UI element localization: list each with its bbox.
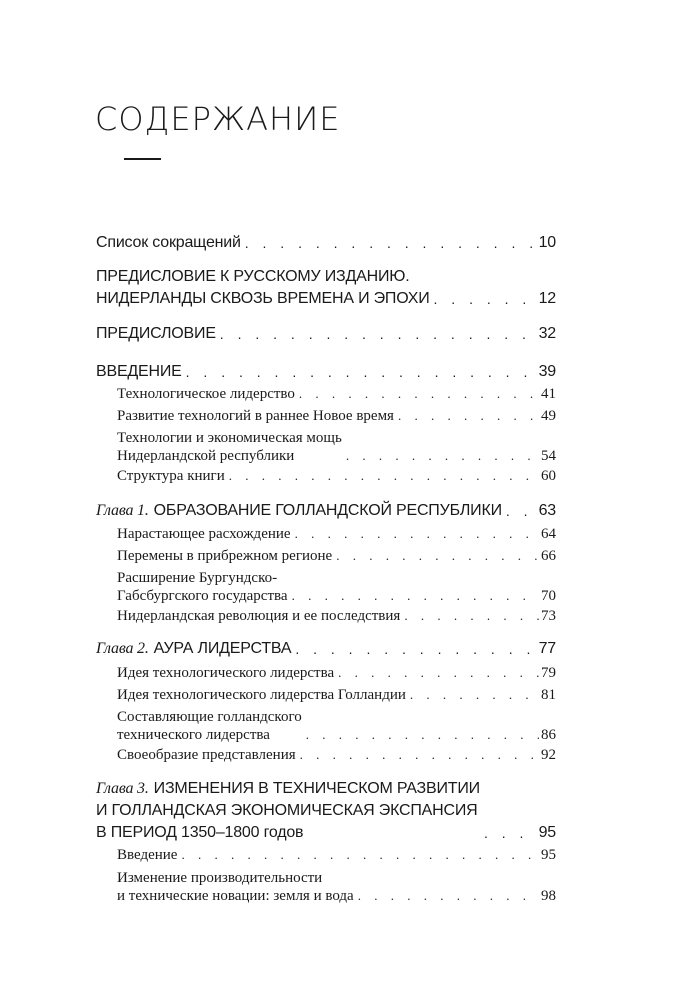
page-number: 73	[541, 608, 556, 624]
toc-entry-text: Перемены в прибрежном регионе	[117, 548, 333, 564]
dot-leader	[398, 407, 539, 425]
toc-entry-line	[96, 778, 480, 800]
toc-entry-text	[96, 266, 430, 310]
chapter-prefix: Глава 2.	[96, 640, 149, 657]
toc-entry-text: ПРЕДИСЛОВИЕ	[96, 325, 216, 342]
toc-subentry[interactable]	[117, 664, 556, 682]
dot-leader	[336, 547, 539, 565]
toc-entry-line: Составляющие голландского	[117, 709, 302, 725]
toc-subentry[interactable]	[117, 869, 556, 905]
toc-entry-abbreviations[interactable]	[96, 232, 556, 254]
toc-subentry[interactable]	[117, 407, 556, 425]
toc-subentry[interactable]	[117, 607, 556, 625]
dot-leader	[186, 361, 537, 383]
title-underline	[124, 158, 161, 160]
toc-subentry[interactable]	[117, 686, 556, 704]
page-number: 98	[541, 888, 556, 904]
dot-leader	[229, 467, 539, 485]
toc-entry-line: НИДЕРЛАНДЫ СКВОЗЬ ВРЕМЕНА И ЭПОХИ	[96, 290, 430, 307]
page-number: 10	[538, 234, 556, 251]
dot-leader	[181, 846, 539, 864]
page-number: 63	[538, 502, 556, 519]
toc-entry-text	[117, 569, 288, 605]
toc-subentry[interactable]	[117, 467, 556, 485]
page-number: 66	[541, 548, 556, 564]
toc-entry-text: Своеобразие представления	[117, 747, 296, 763]
toc-entry-text: Введение	[117, 847, 178, 863]
chapter-prefix: Глава 3.	[96, 780, 149, 797]
dot-leader	[292, 587, 539, 605]
toc-entry-text: Технологическое лидерство	[117, 386, 295, 402]
dot-leader	[346, 447, 539, 465]
toc-entry-text	[117, 708, 302, 744]
toc-entry-chapter-2[interactable]	[96, 638, 556, 660]
toc-entry-text	[96, 500, 502, 522]
toc-entry-text: Развитие технологий в раннее Новое время	[117, 408, 394, 424]
dot-leader	[220, 323, 537, 345]
page-number: 49	[541, 408, 556, 424]
dot-leader	[358, 887, 539, 905]
dot-leader	[506, 500, 537, 522]
toc-entry-line: Габсбургского государства	[117, 588, 288, 604]
toc-entry-chapter-3[interactable]	[96, 778, 556, 844]
page-number: 81	[541, 687, 556, 703]
dot-leader	[404, 607, 539, 625]
chapter-title: ОБРАЗОВАНИЕ ГОЛЛАНДСКОЙ РЕСПУБЛИКИ	[153, 502, 502, 519]
dot-leader	[295, 638, 536, 660]
page-number: 64	[541, 526, 556, 542]
toc-subentry[interactable]	[117, 525, 556, 543]
toc-subentry[interactable]	[117, 429, 556, 465]
toc-entry-text: Нидерландская революция и ее последствия	[117, 608, 401, 624]
page-number: 12	[538, 290, 556, 307]
page-number: 79	[541, 665, 556, 681]
toc-entry-line: Изменение производительности	[117, 870, 323, 886]
chapter-title: АУРА ЛИДЕРСТВА	[153, 640, 292, 657]
dot-leader	[410, 686, 539, 704]
page-number: 41	[541, 386, 556, 402]
toc-entry-line: В ПЕРИОД 1350–1800 годов	[96, 824, 304, 841]
page-number: 70	[541, 588, 556, 604]
dot-leader	[434, 288, 537, 310]
toc-entry-text	[117, 869, 354, 905]
chapter-title: ИЗМЕНЕНИЯ В ТЕХНИЧЕСКОМ РАЗВИТИИ	[153, 780, 480, 797]
toc-entry-text: ВВЕДЕНИЕ	[96, 363, 182, 380]
toc-entry-text: Структура книги	[117, 468, 225, 484]
page-number: 39	[538, 363, 556, 380]
toc-entry-line: ПРЕДИСЛОВИЕ К РУССКОМУ ИЗДАНИЮ.	[96, 268, 410, 285]
toc-entry-line: и технические новации: земля и вода	[117, 888, 354, 904]
toc-entry-text	[117, 429, 342, 465]
toc-subentry[interactable]	[117, 547, 556, 565]
page-number: 86	[541, 727, 556, 743]
dot-leader	[245, 232, 537, 254]
toc-entry-chapter-1[interactable]	[96, 500, 556, 522]
toc-entry-line: Технологии и экономическая мощь	[117, 430, 342, 446]
chapter-prefix: Глава 1.	[96, 502, 149, 519]
page-number: 92	[541, 747, 556, 763]
dot-leader	[299, 385, 539, 403]
dot-leader	[295, 525, 539, 543]
dot-leader	[484, 822, 537, 844]
toc-subentry[interactable]	[117, 708, 556, 744]
toc-subentry[interactable]	[117, 569, 556, 605]
page-number: 95	[538, 824, 556, 841]
toc-entry-line: Расширение Бургундско-	[117, 570, 278, 586]
page-number: 54	[541, 448, 556, 464]
toc-subentry[interactable]	[117, 385, 556, 403]
page-number: 77	[538, 640, 556, 657]
toc-entry-introduction[interactable]	[96, 361, 556, 383]
toc-entry-text: Список сокращений	[96, 234, 241, 251]
toc-entry-line: И ГОЛЛАНДСКАЯ ЭКОНОМИЧЕСКАЯ ЭКСПАНСИЯ	[96, 802, 478, 819]
toc-entry-text	[96, 778, 480, 844]
page-title: СОДЕРЖАНИЕ	[95, 100, 341, 138]
toc-entry-preface[interactable]	[96, 323, 556, 345]
toc-subentry[interactable]	[117, 846, 556, 864]
toc-entry-text	[96, 638, 291, 660]
page-number: 95	[541, 847, 556, 863]
toc-entry-line: Нидерландской республики	[117, 448, 295, 464]
dot-leader	[300, 746, 539, 764]
toc-entry-preface-russian[interactable]	[96, 266, 556, 310]
page-number: 60	[541, 468, 556, 484]
toc-entry-text: Идея технологического лидерства Голландии	[117, 687, 406, 703]
toc-entry-text: Нарастающее расхождение	[117, 526, 291, 542]
page-number: 32	[538, 325, 556, 342]
dot-leader	[338, 664, 539, 682]
toc-subentry[interactable]	[117, 746, 556, 764]
dot-leader	[306, 726, 539, 744]
toc-entry-text: Идея технологического лидерства	[117, 665, 335, 681]
toc-entry-line: технического лидерства	[117, 727, 270, 743]
